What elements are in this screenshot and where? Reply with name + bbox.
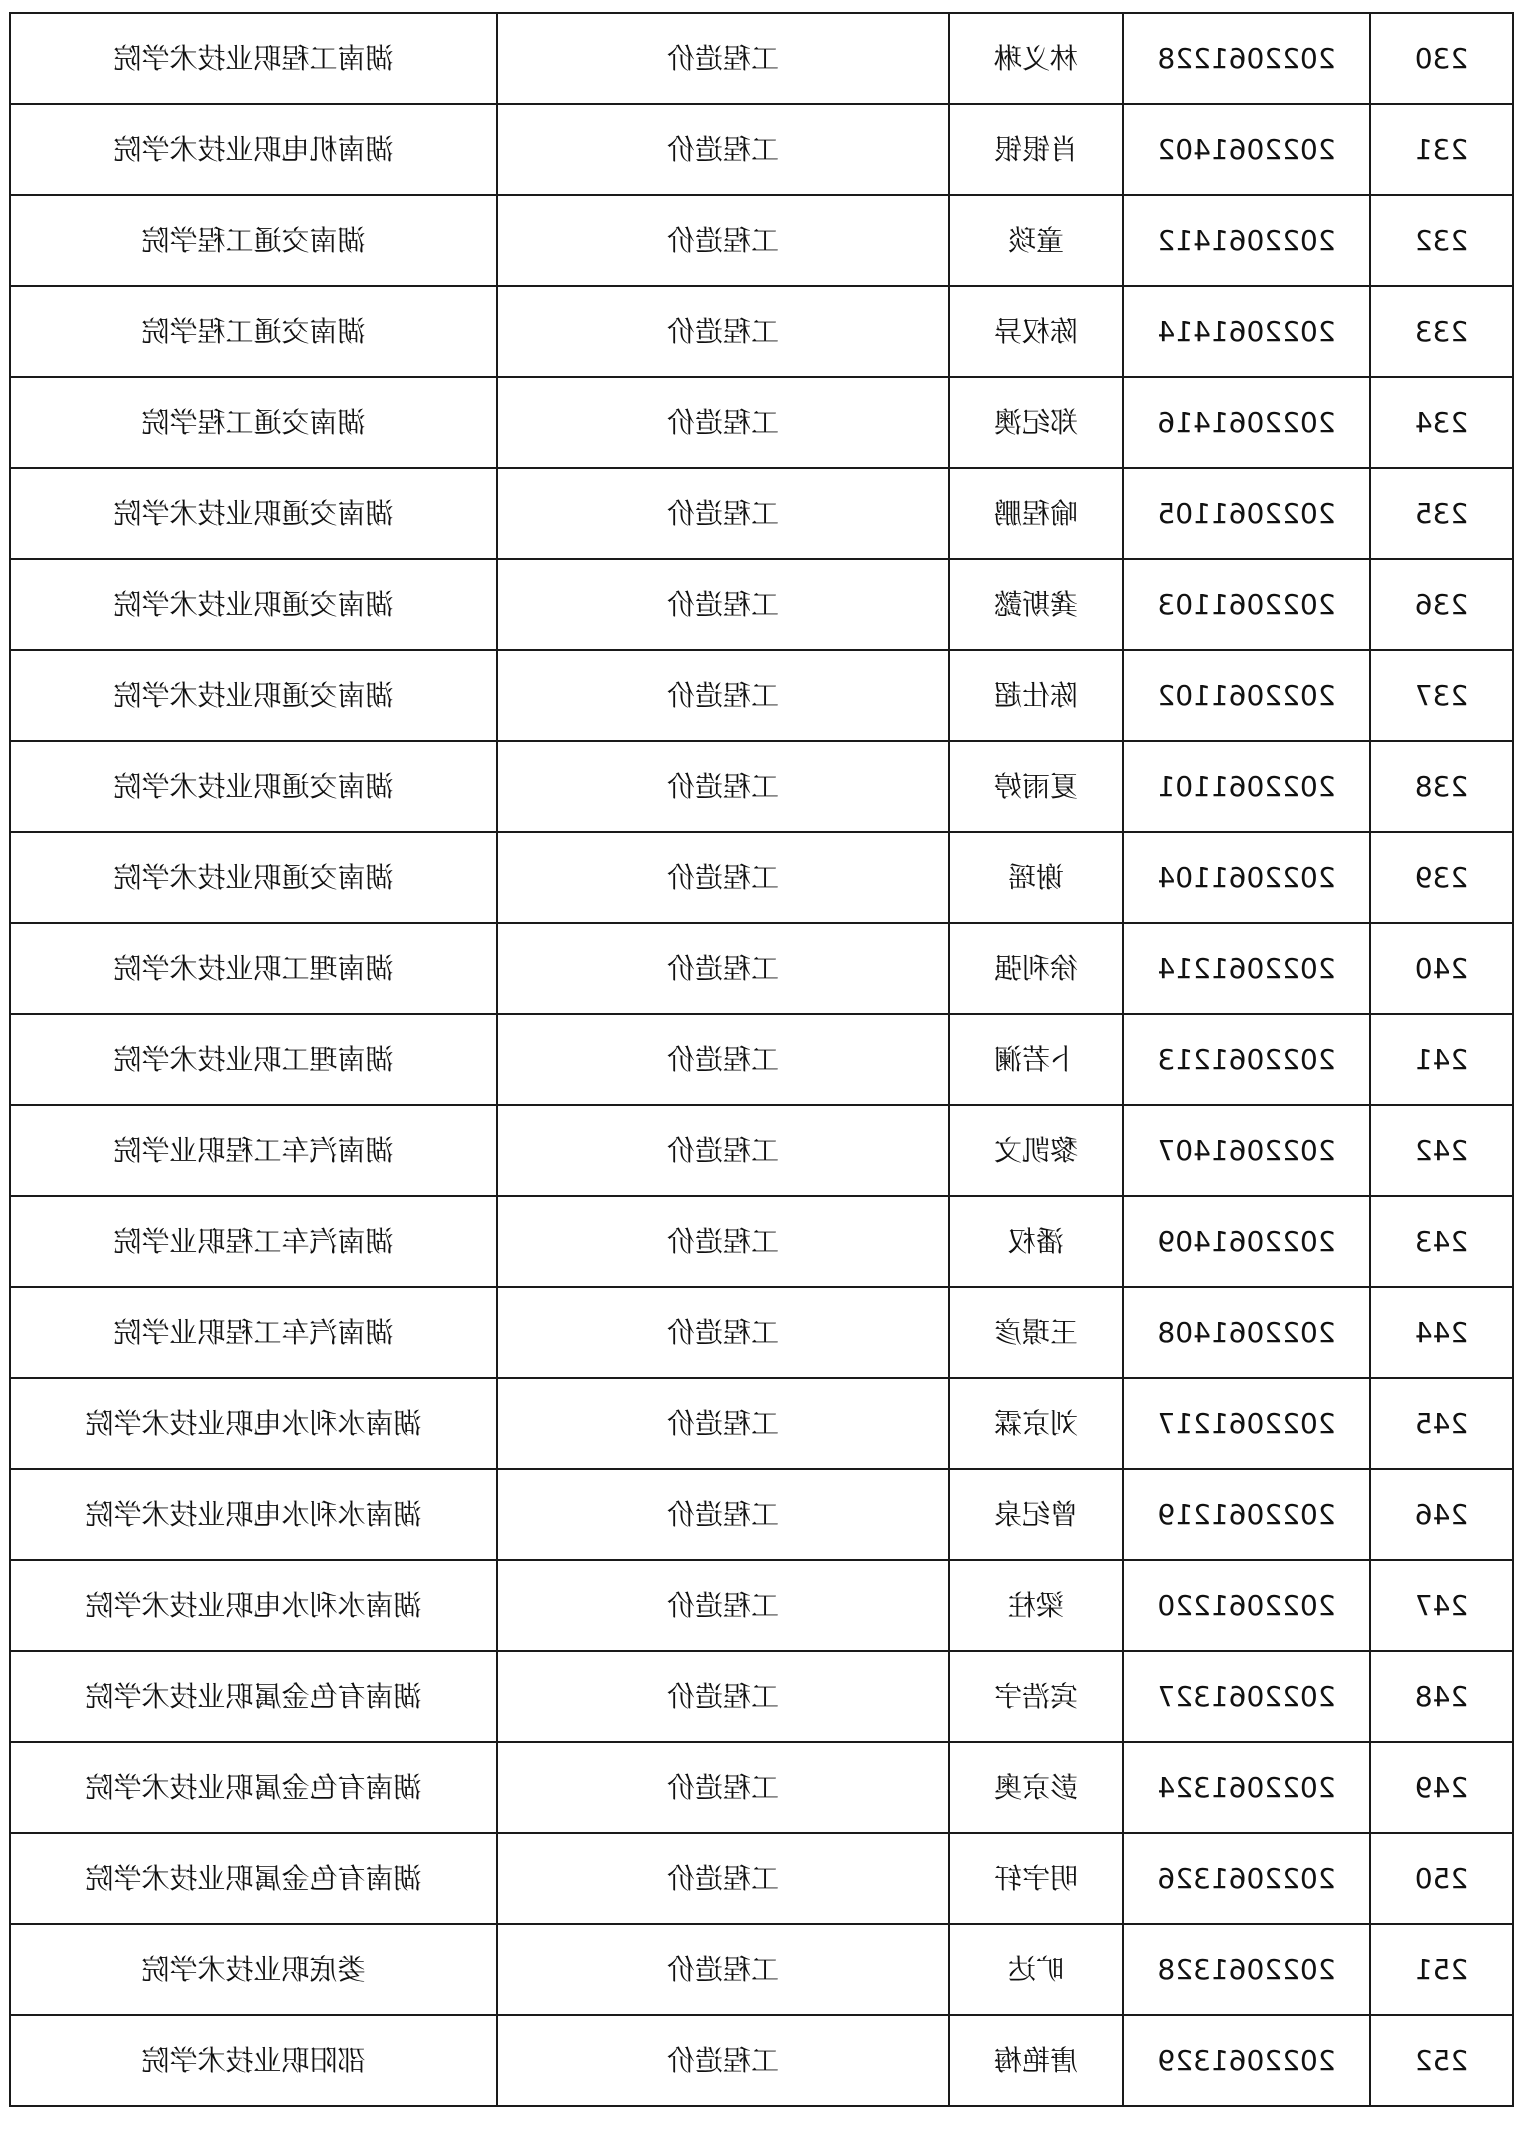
table-row (10, 1924, 1513, 2015)
student-id: 2022061408 (1123, 1287, 1370, 1378)
student-id: 2022061412 (1123, 195, 1370, 286)
student-name: 唐艳梅 (949, 2015, 1123, 2106)
row-number: 234 (1370, 377, 1513, 468)
table-row (10, 923, 1513, 1014)
row-number: 251 (1370, 1924, 1513, 2015)
table-row (10, 650, 1513, 741)
school: 湖南汽车工程职业学院 (10, 1105, 497, 1196)
student-name: 徐利强 (949, 923, 1123, 1014)
table-row (10, 1287, 1513, 1378)
student-id: 2022061101 (1123, 741, 1370, 832)
major: 工程造价 (497, 468, 949, 559)
student-id: 2022061409 (1123, 1196, 1370, 1287)
major: 工程造价 (497, 195, 949, 286)
table-row (10, 468, 1513, 559)
row-number: 240 (1370, 923, 1513, 1014)
row-number: 236 (1370, 559, 1513, 650)
student-id: 2022061228 (1123, 13, 1370, 104)
row-number: 242 (1370, 1105, 1513, 1196)
student-name: 童琰 (949, 195, 1123, 286)
student-name: 宾浩宇 (949, 1651, 1123, 1742)
row-number: 249 (1370, 1742, 1513, 1833)
school: 湖南交通职业技术学院 (10, 741, 497, 832)
row-number: 231 (1370, 104, 1513, 195)
school: 湖南理工职业技术学院 (10, 1014, 497, 1105)
student-id: 2022061104 (1123, 832, 1370, 923)
school: 湖南交通工程学院 (10, 195, 497, 286)
row-number: 250 (1370, 1833, 1513, 1924)
student-name: 旷达 (949, 1924, 1123, 2015)
major: 工程造价 (497, 832, 949, 923)
row-number: 248 (1370, 1651, 1513, 1742)
major: 工程造价 (497, 13, 949, 104)
major: 工程造价 (497, 650, 949, 741)
row-number: 244 (1370, 1287, 1513, 1378)
table-row (10, 1378, 1513, 1469)
major: 工程造价 (497, 104, 949, 195)
table-row (10, 1560, 1513, 1651)
row-number: 241 (1370, 1014, 1513, 1105)
table-row (10, 2015, 1513, 2106)
student-id: 2022061217 (1123, 1378, 1370, 1469)
student-name: 梁柱 (949, 1560, 1123, 1651)
student-id: 2022061414 (1123, 286, 1370, 377)
student-name: 王璟彦 (949, 1287, 1123, 1378)
roster-table (9, 12, 1514, 2107)
major: 工程造价 (497, 1287, 949, 1378)
table-row (10, 1742, 1513, 1833)
school: 湖南有色金属职业技术学院 (10, 1742, 497, 1833)
student-name: 卜若澜 (949, 1014, 1123, 1105)
student-id: 2022061214 (1123, 923, 1370, 1014)
major: 工程造价 (497, 2015, 949, 2106)
student-name: 彭京奥 (949, 1742, 1123, 1833)
student-name: 林义琳 (949, 13, 1123, 104)
student-id: 2022061102 (1123, 650, 1370, 741)
student-id: 2022061327 (1123, 1651, 1370, 1742)
major: 工程造价 (497, 1833, 949, 1924)
row-number: 233 (1370, 286, 1513, 377)
row-number: 245 (1370, 1378, 1513, 1469)
school: 邵阳职业技术学院 (10, 2015, 497, 2106)
school: 湖南汽车工程职业学院 (10, 1287, 497, 1378)
major: 工程造价 (497, 377, 949, 468)
major: 工程造价 (497, 286, 949, 377)
student-id: 2022061324 (1123, 1742, 1370, 1833)
row-number: 230 (1370, 13, 1513, 104)
student-id: 2022061328 (1123, 1924, 1370, 2015)
major: 工程造价 (497, 1651, 949, 1742)
school: 湖南有色金属职业技术学院 (10, 1833, 497, 1924)
student-name: 黎凯文 (949, 1105, 1123, 1196)
table-row (10, 195, 1513, 286)
student-name: 郑纪澳 (949, 377, 1123, 468)
row-number: 247 (1370, 1560, 1513, 1651)
table-row (10, 1105, 1513, 1196)
student-id: 2022061326 (1123, 1833, 1370, 1924)
table-row (10, 1469, 1513, 1560)
student-name: 曾纪泉 (949, 1469, 1123, 1560)
student-id: 2022061407 (1123, 1105, 1370, 1196)
student-id: 2022061213 (1123, 1014, 1370, 1105)
row-number: 252 (1370, 2015, 1513, 2106)
school: 湖南交通职业技术学院 (10, 559, 497, 650)
major: 工程造价 (497, 559, 949, 650)
student-name: 谢瑶 (949, 832, 1123, 923)
school: 湖南汽车工程职业学院 (10, 1196, 497, 1287)
table-row (10, 1651, 1513, 1742)
student-name: 潘权 (949, 1196, 1123, 1287)
row-number: 239 (1370, 832, 1513, 923)
school: 湖南水利水电职业技术学院 (10, 1560, 497, 1651)
school: 湖南交通工程学院 (10, 377, 497, 468)
student-id: 2022061103 (1123, 559, 1370, 650)
school: 湖南水利水电职业技术学院 (10, 1469, 497, 1560)
school: 湖南有色金属职业技术学院 (10, 1651, 497, 1742)
student-name: 刘京霖 (949, 1378, 1123, 1469)
school: 娄底职业技术学院 (10, 1924, 497, 2015)
table-row (10, 377, 1513, 468)
table-row (10, 13, 1513, 104)
student-id: 2022061220 (1123, 1560, 1370, 1651)
table-row (10, 1833, 1513, 1924)
student-id: 2022061329 (1123, 2015, 1370, 2106)
table-row (10, 104, 1513, 195)
major: 工程造价 (497, 741, 949, 832)
major: 工程造价 (497, 1196, 949, 1287)
student-name: 明宇轩 (949, 1833, 1123, 1924)
student-name: 夏雨婷 (949, 741, 1123, 832)
major: 工程造价 (497, 1105, 949, 1196)
student-name: 喻程鹏 (949, 468, 1123, 559)
row-number: 232 (1370, 195, 1513, 286)
school: 湖南交通职业技术学院 (10, 832, 497, 923)
school: 湖南交通职业技术学院 (10, 650, 497, 741)
table-row (10, 1014, 1513, 1105)
school: 湖南水利水电职业技术学院 (10, 1378, 497, 1469)
student-id: 2022061105 (1123, 468, 1370, 559)
school: 湖南交通职业技术学院 (10, 468, 497, 559)
student-name: 肖银银 (949, 104, 1123, 195)
row-number: 237 (1370, 650, 1513, 741)
school: 湖南交通工程学院 (10, 286, 497, 377)
major: 工程造价 (497, 1924, 949, 2015)
row-number: 246 (1370, 1469, 1513, 1560)
student-id: 2022061402 (1123, 104, 1370, 195)
major: 工程造价 (497, 1378, 949, 1469)
student-id: 2022061416 (1123, 377, 1370, 468)
student-name: 陈权异 (949, 286, 1123, 377)
table-row (10, 286, 1513, 377)
row-number: 243 (1370, 1196, 1513, 1287)
major: 工程造价 (497, 1014, 949, 1105)
row-number: 235 (1370, 468, 1513, 559)
school: 湖南机电职业技术学院 (10, 104, 497, 195)
roster-body (10, 13, 1513, 2106)
major: 工程造价 (497, 1742, 949, 1833)
table-row (10, 559, 1513, 650)
major: 工程造价 (497, 923, 949, 1014)
student-name: 龚斯懿 (949, 559, 1123, 650)
table-row (10, 1196, 1513, 1287)
student-name: 陈仕超 (949, 650, 1123, 741)
row-number: 238 (1370, 741, 1513, 832)
major: 工程造价 (497, 1469, 949, 1560)
school: 湖南理工职业技术学院 (10, 923, 497, 1014)
major: 工程造价 (497, 1560, 949, 1651)
student-id: 2022061219 (1123, 1469, 1370, 1560)
table-row (10, 832, 1513, 923)
table-row (10, 741, 1513, 832)
school: 湖南工程职业技术学院 (10, 13, 497, 104)
